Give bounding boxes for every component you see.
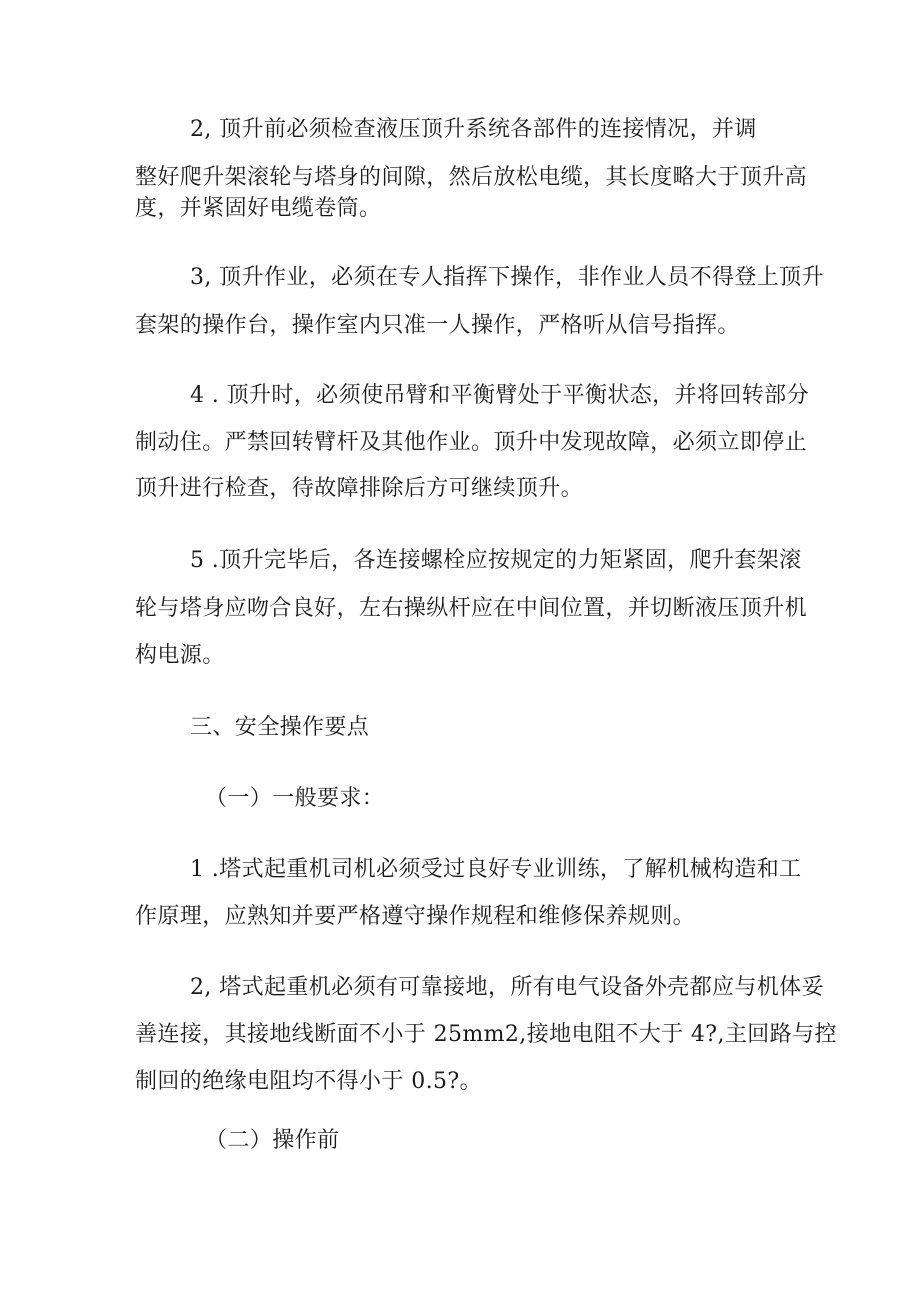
section-heading: 三、安全操作要点 — [190, 715, 370, 740]
text-line: 3, 顶升作业，必须在专人指挥下操作，非作业人员不得登上顶升 — [190, 265, 824, 290]
text-line: 1 .塔式起重机司机必须受过良好专业训练，了解机械构造和工 — [190, 857, 802, 882]
text-line: 5 .顶升完毕后，各连接螺栓应按规定的力矩紧固，爬升套架滚 — [190, 548, 802, 573]
text-line: 套架的操作台，操作室内只准一人操作，严格听从信号指挥。 — [135, 313, 740, 338]
subsection-heading: （二）操作前 — [205, 1128, 340, 1153]
text-line: 顶升进行检查，待故障排除后方可继续顶升。 — [135, 476, 584, 501]
text-line: 轮与塔身应吻合良好，左右操纵杆应在中间位置，并切断液压顶升机 — [135, 596, 808, 621]
subsection-heading: （一）一般要求： — [205, 786, 385, 811]
text-line: 作原理，应熟知并要严格遵守操作规程和维修保养规则。 — [135, 904, 696, 929]
text-line: 整好爬升架滚轮与塔身的间隙，然后放松电缆，其长度略大于顶升高 — [135, 165, 808, 190]
text-line: 构电源。 — [135, 643, 225, 668]
text-line: 4 . 顶升时，必须使吊臂和平衡臂处于平衡状态，并将回转部分 — [190, 383, 809, 408]
text-line: 2, 塔式起重机必须有可靠接地，所有电气设备外壳都应与机体妥 — [190, 975, 824, 1000]
text-line: 制回的绝缘电阻均不得小于 0.5?。 — [135, 1069, 482, 1094]
text-line: 2, 顶升前必须检查液压顶升系统各部件的连接情况，并调 — [190, 117, 757, 142]
text-line: 制动住。严禁回转臂杆及其他作业。顶升中发现故障，必须立即停止 — [135, 430, 808, 455]
text-line: 度，并紧固好电缆卷筒。 — [135, 196, 382, 221]
text-line: 善连接，其接地线断面不小于 25mm2,接地电阻不大于 4?,主回路与控 — [135, 1022, 837, 1047]
